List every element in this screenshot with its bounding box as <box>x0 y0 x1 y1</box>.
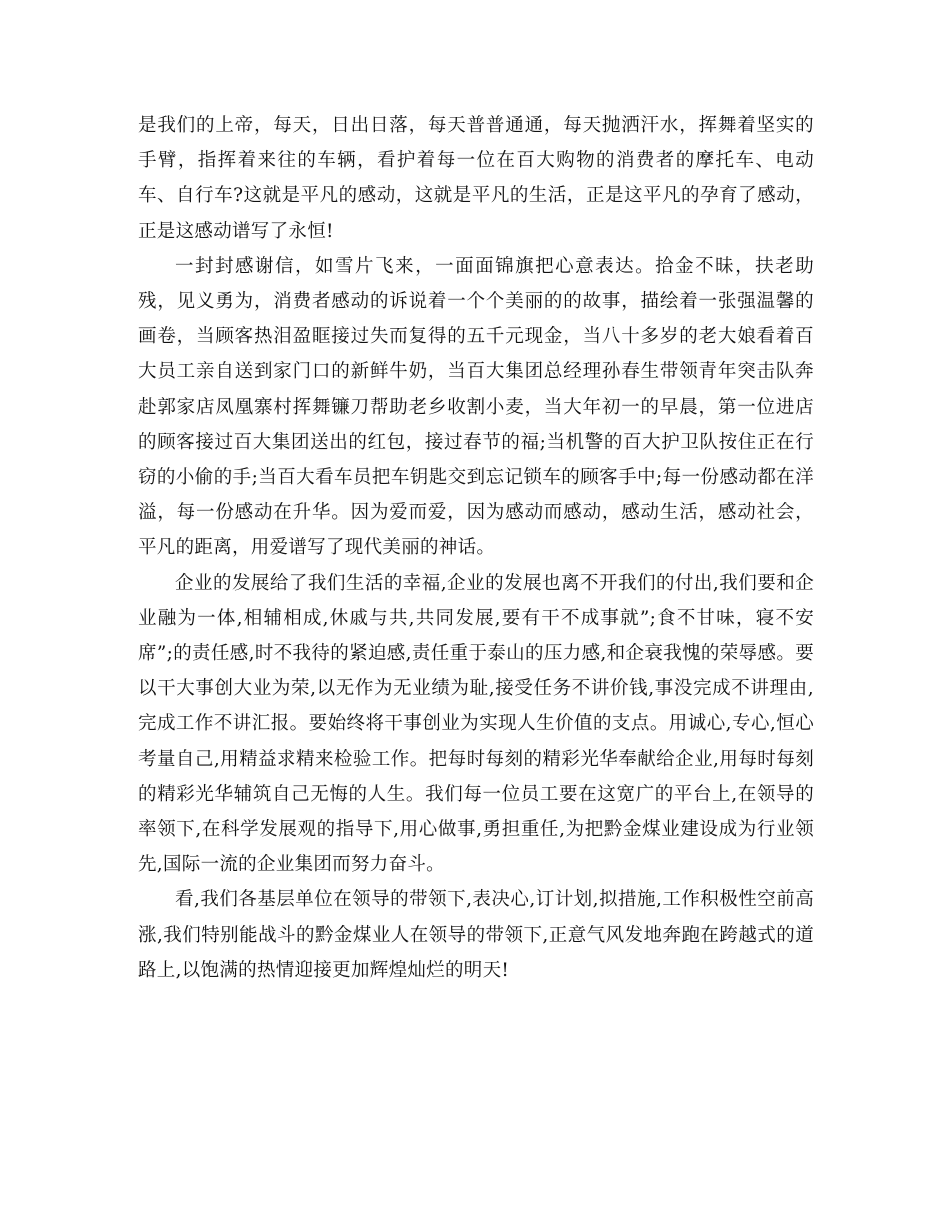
paragraph-3: 企业的发展给了我们生活的幸福,企业的发展也离不开我们的付出,我们要和企业融为一体,相辅相成,休戚与共,共同发展,要有干不成事就”;食不甘味，寝不安席”;的责任感,时不我待的紧迫感,责任重于泰山的压力感,和企衰我愧的荣辱感。要以干大事创大业为荣,以无作为无业绩为耻,接受任务不讲价钱,事没完成不讲理由,完成工作不讲汇报。要始终将干事创业为实现人生价值的支点。用诚心,专心,恒心考量自己,用精益求精来检验工作。把每时每刻的精彩光华奉献给企业,用每时每刻的精彩光华辅筑自己无悔的人生。我们每一位员工要在这宽广的平台上,在领导的率领下,在科学发展观的指导下,用心做事,勇担重任,为把黔金煤业建设成为行业领先,国际一流的企业集团而努力奋斗。 <box>138 572 814 876</box>
paragraph-4: 看,我们各基层单位在领导的带领下,表决心,订计划,拟措施,工作积极性空前高涨,我们特别能战斗的黔金煤业人在领导的带领下,正意气风发地奔跑在跨越式的道路上,以饱满的热情迎接更加辉煌灿烂的明天! <box>138 889 814 981</box>
document-body <box>138 108 814 988</box>
paragraph-1: 是我们的上帝，每天，日出日落，每天普普通通，每天抛洒汗水，挥舞着坚实的手臂，指挥着来往的车辆，看护着每一位在百大购物的消费者的摩托车、电动车、自行车?这就是平凡的感动，这就是平凡的生活，正是这平凡的孕育了感动，正是这感动谱写了永恒! <box>138 115 814 242</box>
paragraph-2: 一封封感谢信，如雪片飞来，一面面锦旗把心意表达。拾金不昧，扶老助残，见义勇为，消费者感动的诉说着一个个美丽的的故事，描绘着一张强温馨的画卷，当顾客热泪盈眶接过失而复得的五千元现金，当八十多岁的老大娘看着百大员工亲自送到家门口的新鲜牛奶，当百大集团总经理孙春生带领青年突击队奔赴郭家店凤凰寨村挥舞镰刀帮助老乡收割小麦，当大年初一的早晨，第一位进店的顾客接过百大集团送出的红包，接过春节的福;当机警的百大护卫队按住正在行窃的小偷的手;当百大看车员把车钥匙交到忘记锁车的顾客手中;每一份感动都在洋溢，每一份感动在升华。因为爱而爱，因为感动而感动，感动生活，感动社会，平凡的距离，用爱谱写了现代美丽的神话。 <box>138 255 814 559</box>
